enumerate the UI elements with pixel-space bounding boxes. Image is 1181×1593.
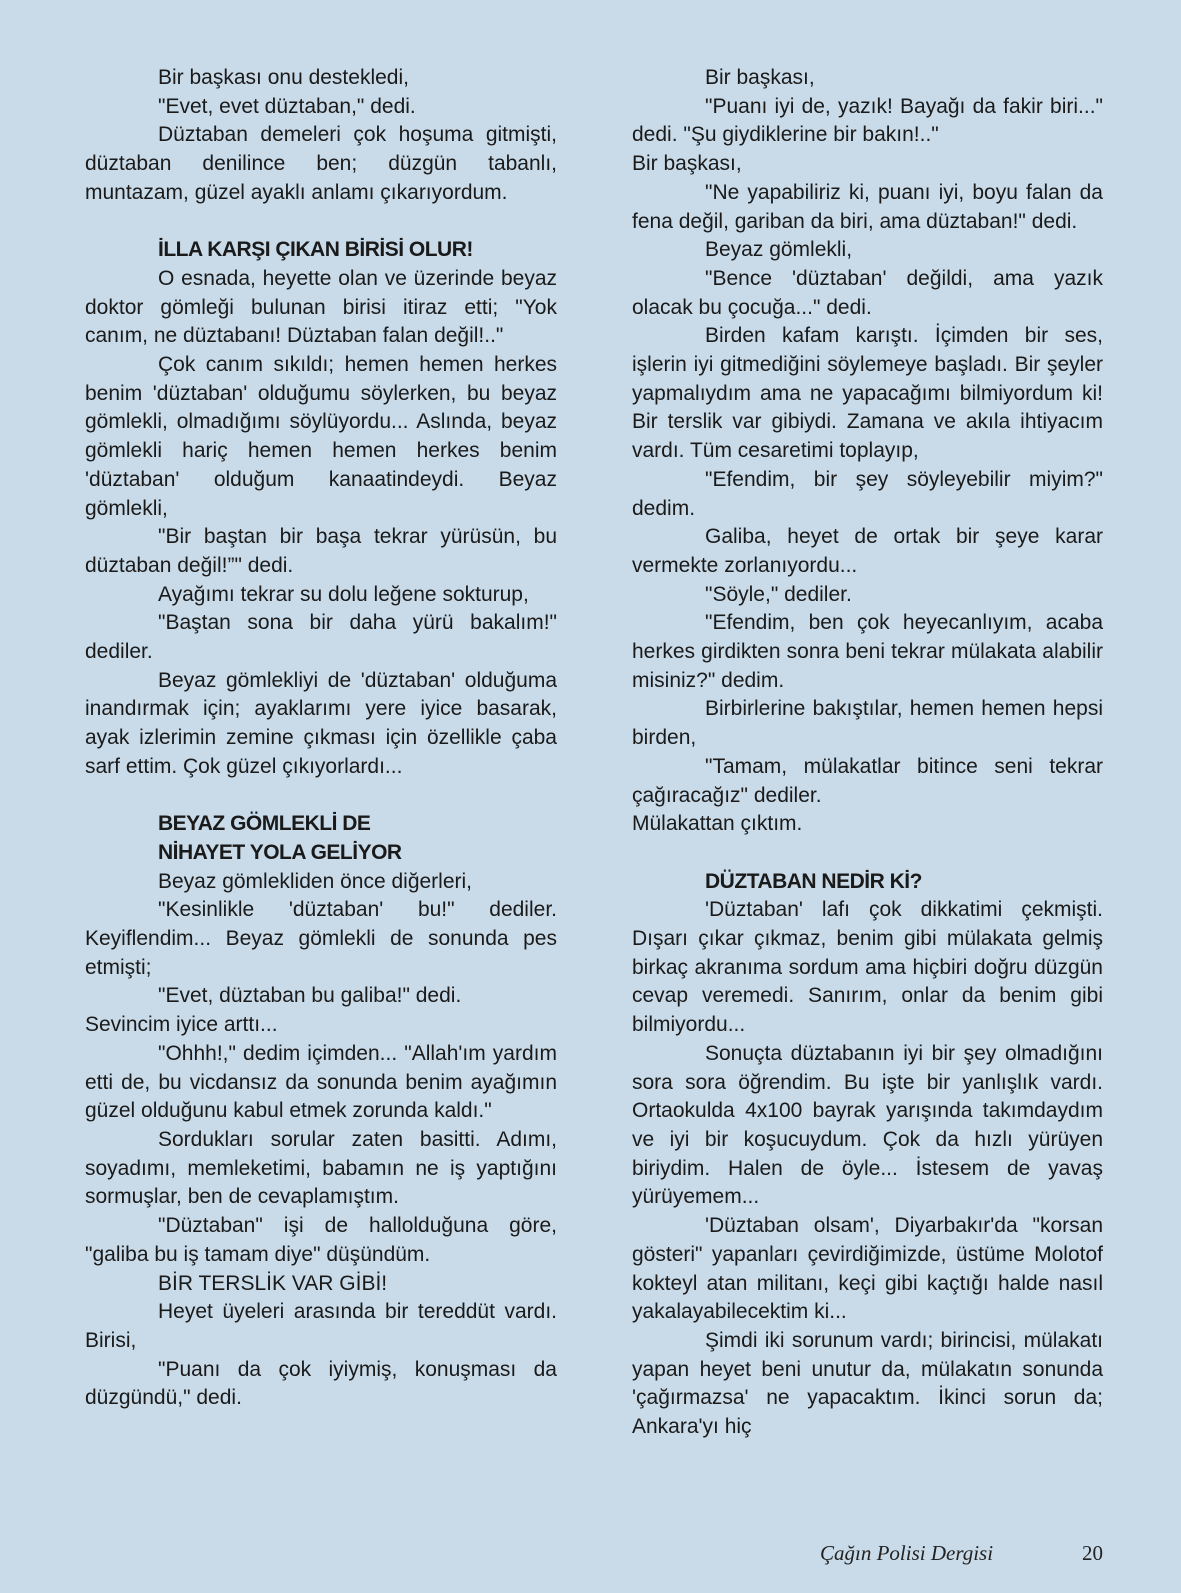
- paragraph: Ayağımı tekrar su dolu leğene sokturup,: [158, 582, 529, 606]
- paragraph: Bir başkası,: [705, 66, 815, 89]
- paragraph: 'Düztaban' lafı çok dikkatimi çekmişti. Dışarı çıkar çıkmaz, benim gibi mülakata gelmiş birkaç akranıma sordum ama hiçbiri doğru düzgün cevap veremedi. Sanırım, onlar da benim gibi bilmiyordu...: [632, 898, 1103, 1037]
- right-column: [632, 64, 1103, 1442]
- paragraph: "Bence 'düztaban' değildi, ama yazık olacak bu çocuğa..." dedi.: [632, 266, 1103, 319]
- paragraph: "Ne yapabiliriz ki, puanı iyi, boyu falan da fena değil, gariban da biri, ama düztaban!" dedi.: [632, 180, 1103, 233]
- paragraph: O esnada, heyette olan ve üzerinde beyaz doktor gömleği bulunan birisi itiraz etti; "Yok canım, ne düztabanı! Düztaban falan değil!..": [85, 266, 557, 348]
- paragraph: Galiba, heyet de ortak bir şeye karar vermekte zorlanıyordu...: [632, 525, 1103, 577]
- section-heading: İLLA KARŞI ÇIKAN BİRİSİ OLUR!: [158, 238, 473, 262]
- magazine-name: Çağın Polisi Dergisi: [820, 1541, 994, 1565]
- paragraph-gap: [632, 839, 1103, 868]
- paragraph: Beyaz gömlekli,: [705, 238, 853, 262]
- paragraph: Birden kafam karıştı. İçimden bir ses, işlerin iyi gitmediğini söylemeye başladı. Bir şeyler yapmalıydım ama ne yapacağımı bilmiyordum ki! Bir terslik var gibiydi. Zamana ve akıla ihtiyacım vardı. Tüm cesaretimi toplayıp,: [632, 324, 1103, 463]
- paragraph: Bir başkası,: [632, 152, 742, 176]
- left-column: [85, 64, 557, 1413]
- paragraph: Çok canım sıkıldı; hemen hemen herkes benim 'düztaban' olduğumu söylerken, bu beyaz gömlekli, olmadığımı söylüyordu... Aslında, beyaz gömlekli hariç hemen hemen herkes benim 'düztaban' olduğum kanaatindeydi. Beyaz gömlekli,: [85, 353, 557, 520]
- paragraph: "Efendim, bir şey söyleyebilir miyim?" dedim.: [632, 467, 1103, 520]
- paragraph: Sevincim iyice arttı...: [85, 1013, 278, 1037]
- page-footer: [820, 1541, 1103, 1566]
- paragraph: Düztaban demeleri çok hoşuma gitmişti, düztaban denilince ben; düzgün tabanlı, muntazam, güzel ayaklı anlamı çıkarıyordum.: [85, 123, 557, 204]
- paragraph: "Bir baştan bir başa tekrar yürüsün, bu düztaban değil!”" dedi.: [85, 525, 557, 577]
- paragraph: Şimdi iki sorunum vardı; birincisi, mülakatı yapan heyet beni unutur da, mülakatın sonunda 'çağırmazsa' ne yapacaktım. İkinci sorun da; Ankara'yı hiç: [632, 1328, 1103, 1439]
- paragraph: Bir başkası onu destekledi,: [158, 66, 409, 89]
- paragraph: Heyet üyeleri arasında bir tereddüt vardı. Birisi,: [85, 1300, 557, 1352]
- paragraph: 'Düztaban olsam', Diyarbakır'da "korsan gösteri" yapanları çevirdiğimizde, üstüme Molotof kokteyl atan militanı, keçi gibi kaçtığı halde nasıl yakalayabilecektim ki...: [632, 1214, 1103, 1324]
- page-number: 20: [1082, 1541, 1103, 1565]
- paragraph: BİR TERSLİK VAR GİBİ!: [158, 1271, 388, 1295]
- paragraph: "Puanı iyi de, yazık! Bayağı da fakir biri..." dedi. "Şu giydiklerine bir bakın!..": [632, 94, 1103, 147]
- section-heading: NİHAYET YOLA GELİYOR: [158, 840, 402, 864]
- section-heading: DÜZTABAN NEDİR Kİ?: [705, 869, 922, 893]
- paragraph: Sonuçta düztabanın iyi bir şey olmadığını sora sora öğrendim. Bu işte bir yanlışlık vardı. Ortaokulda 4x100 bayrak yarışında takımdaydım ve iyi bir koşucuydum. Çok da hızlı yürüyen biriydim. Halen de öyle... İstesem de yavaş yürüyemem...: [632, 1041, 1103, 1209]
- paragraph: "Kesinlikle 'düztaban' bu!" dediler. Keyiflendim... Beyaz gömlekli de sonunda pes etmişti;: [85, 898, 557, 979]
- paragraph: "Söyle," dediler.: [705, 582, 852, 606]
- paragraph: "Ohhh!," dedim içimden... "Allah'ım yardım etti de, bu vicdansız da sonunda benim ayağımın güzel olduğunu kabul etmek zorunda kaldı.": [85, 1041, 557, 1123]
- paragraph-gap: [85, 208, 557, 237]
- paragraph: "Evet, düztaban bu galiba!" dedi.: [158, 984, 462, 1008]
- paragraph: "Baştan sona bir daha yürü bakalım!" dediler.: [85, 611, 557, 664]
- paragraph: "Tamam, mülakatlar bitince seni tekrar çağıracağız" dediler.: [632, 754, 1103, 807]
- paragraph: "Düztaban" işi de hallolduğuna göre, "galiba bu iş tamam diye" düşündüm.: [85, 1214, 557, 1266]
- paragraph: Birbirlerine bakıştılar, hemen hemen hepsi birden,: [632, 697, 1103, 750]
- paragraph-gap: [85, 782, 557, 811]
- paragraph: Sordukları sorular zaten basitti. Adımı, soyadımı, memleketimi, babamın ne iş yaptığını sormuşlar, ben de cevaplamıştım.: [85, 1127, 557, 1209]
- paragraph: Mülakattan çıktım.: [632, 812, 803, 836]
- paragraph: "Evet, evet düztaban," dedi.: [158, 94, 416, 118]
- paragraph: "Puanı da çok iyiymiş, konuşması da düzgündü," dedi.: [85, 1357, 557, 1410]
- paragraph: "Efendim, ben çok heyecanlıyım, acaba herkes girdikten sonra beni tekrar mülakata alabilir misiniz?" dedim.: [632, 611, 1103, 692]
- paragraph: Beyaz gömlekliyi de 'düztaban' olduğuma inandırmak için; ayaklarımı yere iyice basarak, ayak izlerimin zemine çıkması için özellikle çaba sarf ettim. Çok güzel çıkıyorlardı...: [85, 668, 557, 778]
- paragraph: Beyaz gömlekliden önce diğerleri,: [158, 869, 473, 893]
- section-heading: BEYAZ GÖMLEKLİ DE: [158, 812, 371, 836]
